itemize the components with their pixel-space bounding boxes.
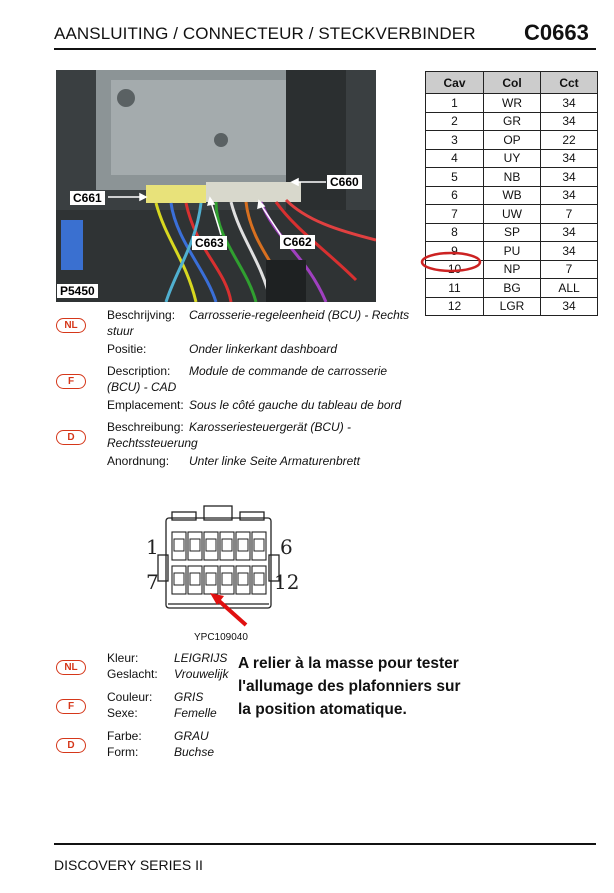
pin-cavity (252, 566, 266, 594)
desc-nl-value-1b: stuur (107, 324, 134, 338)
col-header-cav: Cav (426, 72, 484, 94)
pin-cavity (204, 532, 218, 560)
table-row (426, 279, 598, 298)
color-d-label-1: Farbe: (107, 729, 142, 743)
label-p5450: P5450 (57, 284, 98, 298)
cell-cct: 34 (541, 186, 598, 205)
cell-cav: 1 (426, 94, 484, 113)
cell-cct: 34 (541, 94, 598, 113)
cell-cct: 34 (541, 297, 598, 316)
cell-cct: 34 (541, 112, 598, 131)
footer-rule (54, 843, 596, 845)
pin-table (425, 71, 598, 316)
pin-cavity (252, 532, 266, 560)
note-line-3: la position atomatique. (238, 701, 407, 718)
col-header-cct: Cct (541, 72, 598, 94)
cell-cct: 7 (541, 260, 598, 279)
flag-nl: NL (56, 318, 86, 333)
color-f-value-2: Femelle (174, 706, 217, 720)
connector-code: C0663 (524, 20, 589, 45)
desc-f-value-2: Sous le côté gauche du tableau de bord (189, 398, 402, 412)
cell-cct: 34 (541, 168, 598, 187)
desc-d-label-2: Anordnung: (107, 454, 170, 468)
diagram-ref: YPC109040 (194, 632, 248, 643)
flag-f-2: F (56, 699, 86, 714)
flag-nl-2: NL (56, 660, 86, 675)
table-header-row (426, 72, 598, 94)
cell-col: OP (484, 131, 541, 150)
pin-12-label: 12 (274, 570, 300, 594)
note-line-2: l'allumage des plafonniers sur (238, 678, 461, 695)
cell-col: UW (484, 205, 541, 224)
desc-d-label-1: Beschreibung: (107, 420, 184, 434)
table-row (426, 168, 598, 187)
note-line-1: A relier à la masse pour tester (238, 655, 459, 672)
cell-cav: 3 (426, 131, 484, 150)
pin-cavity (204, 566, 218, 594)
pin-cavity (172, 566, 186, 594)
desc-d-value-2: Unter linke Seite Armaturenbrett (189, 454, 360, 468)
desc-f-value-1b: (BCU) - CAD (107, 380, 177, 394)
cell-col: UY (484, 149, 541, 168)
table-row (426, 131, 598, 150)
desc-nl-label-2: Positie: (107, 342, 147, 356)
footer-title: DISCOVERY SERIES II (54, 857, 203, 873)
cell-cct: 34 (541, 149, 598, 168)
label-c662: C662 (280, 235, 315, 249)
cell-col: SP (484, 223, 541, 242)
cell-cav: 7 (426, 205, 484, 224)
cell-cav: 8 (426, 223, 484, 242)
pin-1-label: 1 (146, 535, 159, 559)
desc-nl-value-2: Onder linkerkant dashboard (189, 342, 338, 356)
cell-cav: 4 (426, 149, 484, 168)
desc-d-value-1a: Karosseriesteuergerät (BCU) - (189, 420, 352, 434)
table-row (426, 186, 598, 205)
table-row (426, 205, 598, 224)
pin-cavity (220, 566, 234, 594)
desc-f-label-2: Emplacement: (107, 398, 184, 412)
desc-d-value-1b: Rechtssteuerung (107, 436, 198, 450)
cell-col: NB (484, 168, 541, 187)
color-nl-label-1: Kleur: (107, 651, 139, 665)
color-f-value-1: GRIS (174, 690, 204, 704)
flag-f: F (56, 374, 86, 389)
color-f-label-1: Couleur: (107, 690, 153, 704)
cell-cav: 2 (426, 112, 484, 131)
pin-cavity (236, 566, 250, 594)
cell-col: NP (484, 260, 541, 279)
pin-7-label: 7 (146, 570, 159, 594)
page-title: AANSLUITING / CONNECTEUR / STECKVERBINDER (54, 24, 476, 43)
desc-nl-label-1: Beschrijving: (107, 308, 176, 322)
color-d-value-2: Buchse (174, 745, 215, 759)
annotation-note (238, 652, 498, 721)
cell-col: WR (484, 94, 541, 113)
table-row (426, 149, 598, 168)
header-rule (54, 48, 596, 50)
pin-cavity (172, 532, 186, 560)
cell-cav: 9 (426, 242, 484, 261)
color-f-label-2: Sexe: (107, 706, 138, 720)
cell-cav: 12 (426, 297, 484, 316)
pointer-arrow-icon (210, 593, 246, 625)
pin-cavity (188, 532, 202, 560)
pin-6-label: 6 (280, 535, 293, 559)
cell-cct: 34 (541, 223, 598, 242)
cell-col: PU (484, 242, 541, 261)
label-c661: C661 (70, 191, 105, 205)
col-header-col: Col (484, 72, 541, 94)
table-row (426, 112, 598, 131)
pin-cavity (188, 566, 202, 594)
desc-nl-value-1a: Carrosserie-regeleenheid (BCU) - Rechts (189, 308, 410, 322)
color-d-label-2: Form: (107, 745, 139, 759)
pin-cavity (236, 532, 250, 560)
cell-cav: 11 (426, 279, 484, 298)
color-nl-value-1: LEIGRIJS (174, 651, 228, 665)
desc-f-value-1a: Module de commande de carrosserie (189, 364, 388, 378)
color-nl-label-2: Geslacht: (107, 667, 158, 681)
table-row (426, 223, 598, 242)
color-d-value-1: GRAU (174, 729, 209, 743)
color-nl-value-2: Vrouwelijk (174, 667, 229, 681)
connector-photo (56, 70, 376, 302)
cell-cct: 7 (541, 205, 598, 224)
flag-d: D (56, 430, 86, 445)
cell-cav: 5 (426, 168, 484, 187)
cell-cav: 10 (426, 260, 484, 279)
label-c660: C660 (327, 175, 362, 189)
table-row (426, 94, 598, 113)
cell-col: BG (484, 279, 541, 298)
label-c663: C663 (192, 236, 227, 250)
cell-col: GR (484, 112, 541, 131)
table-row (426, 297, 598, 316)
highlight-circle (419, 250, 483, 274)
connector-diagram (140, 500, 310, 635)
cell-col: LGR (484, 297, 541, 316)
cell-cct: ALL (541, 279, 598, 298)
cell-cct: 22 (541, 131, 598, 150)
desc-f-label-1: Description: (107, 364, 171, 378)
flag-d-2: D (56, 738, 86, 753)
cell-cct: 34 (541, 242, 598, 261)
cell-cav: 6 (426, 186, 484, 205)
cell-col: WB (484, 186, 541, 205)
pin-cavity (220, 532, 234, 560)
